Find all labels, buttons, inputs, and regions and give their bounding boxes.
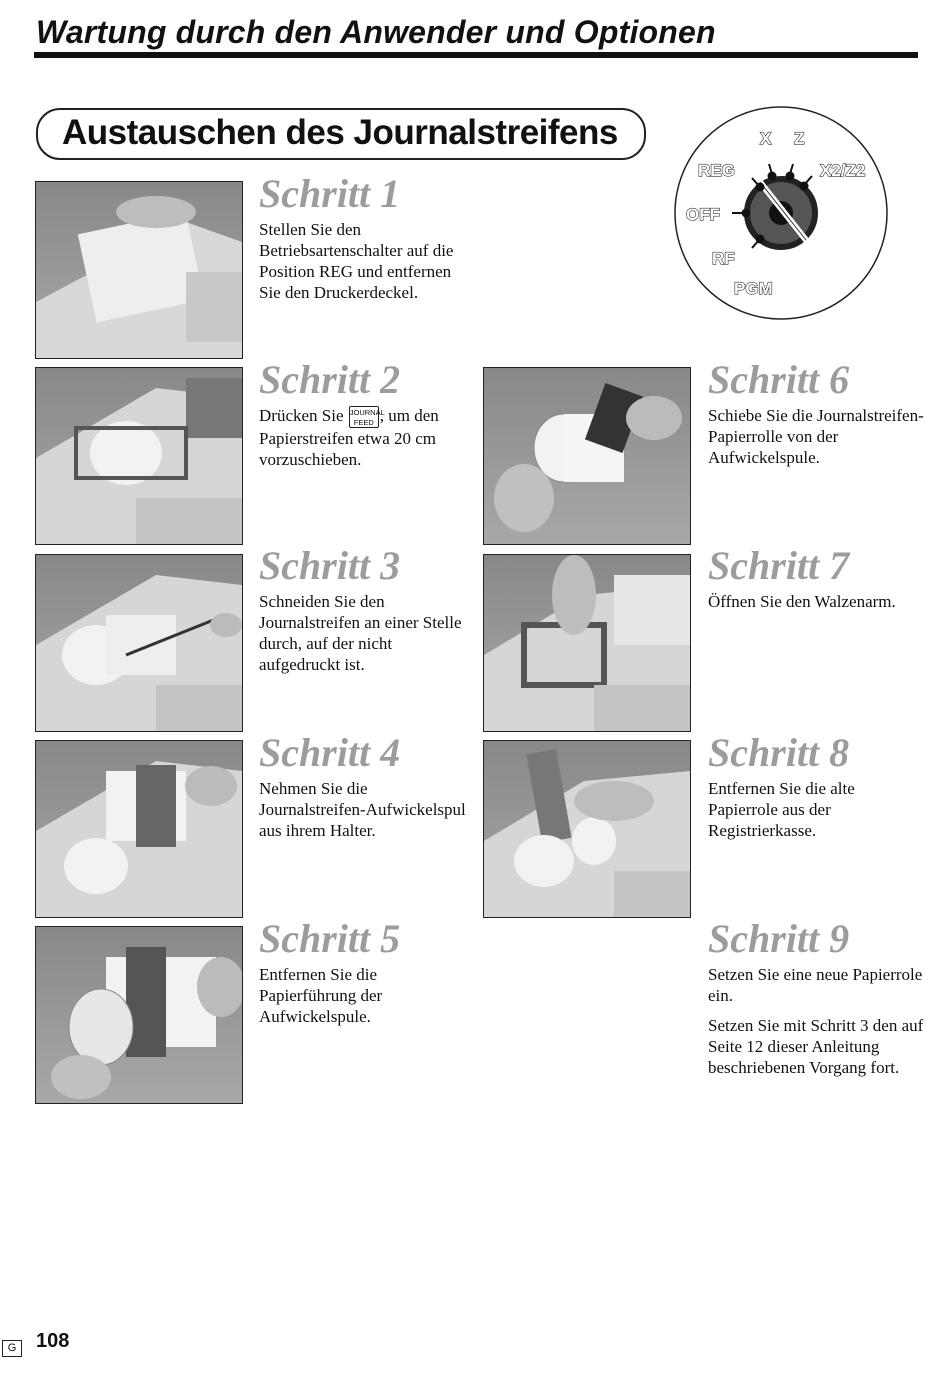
page-number: 108: [36, 1330, 70, 1352]
step-9-title: Schritt 9: [708, 916, 850, 961]
language-marker: G: [2, 1340, 22, 1357]
step-6: [708, 359, 926, 468]
journal-feed-key-line2: FEED: [353, 418, 374, 428]
dial-label-reg: REG: [698, 161, 735, 180]
step-5: [259, 918, 477, 1027]
step-2-photo: [35, 367, 243, 545]
step-3-title: Schritt 3: [259, 543, 401, 588]
step-1-title: Schritt 1: [259, 171, 401, 216]
step-1-text: Stellen Sie den Betriebsartenschalter auf die Position REG und entfernen Sie den Druckerdeckel.: [259, 220, 454, 302]
step-6-text: Schiebe Sie die Journalstreifen-Papierrolle von der Aufwickelspule.: [708, 406, 924, 467]
step-8-photo: [483, 740, 691, 918]
step-3-photo: [35, 554, 243, 732]
step-7: [708, 545, 926, 612]
step-2-title: Schritt 2: [259, 357, 401, 402]
step-8: [708, 732, 926, 841]
step-4-text: Nehmen Sie die Journalstreifen-Aufwickelspul aus ihrem Halter.: [259, 779, 466, 840]
step-6-title: Schritt 6: [708, 357, 850, 402]
step-6-photo: [483, 367, 691, 545]
journal-feed-key-line1: JOURNAL: [349, 408, 385, 418]
mode-switch-dial: [672, 104, 890, 322]
chapter-title: Wartung durch den Anwender und Optionen: [36, 14, 716, 50]
section-title: Austauschen des Journalstreifens: [62, 113, 618, 152]
section-heading-box: [36, 108, 646, 160]
dial-label-x2z2: X2/Z2: [820, 161, 866, 180]
step-5-photo: [35, 926, 243, 1104]
step-7-text: Öffnen Sie den Walzenarm.: [708, 592, 896, 611]
dial-label-off: OFF: [686, 205, 720, 224]
journal-feed-key-icon: [349, 406, 385, 428]
step-9-text-continue: Setzen Sie mit Schritt 3 den auf Seite 12 dieser Anleitung beschriebenen Vorgang fort.: [708, 1016, 924, 1077]
dial-label-x: X: [760, 129, 772, 148]
step-8-title: Schritt 8: [708, 730, 850, 775]
step-4-photo: [35, 740, 243, 918]
step-3-text: Schneiden Sie den Journalstreifen an einer Stelle durch, auf der nicht aufgedruckt ist.: [259, 592, 462, 674]
step-7-photo: [483, 554, 691, 732]
step-2-text-before: Drücken Sie: [259, 406, 348, 425]
step-8-text: Entfernen Sie die alte Papierrole aus der Registrierkasse.: [708, 779, 855, 840]
step-2-text: [259, 405, 477, 470]
chapter-rule: [34, 52, 918, 58]
step-9: [708, 918, 926, 1078]
step-5-text: Entfernen Sie die Papierführung der Aufwickelspule.: [259, 965, 383, 1026]
step-2-text-after: , um den Papierstreifen etwa 20 cm vorzuschieben.: [259, 406, 439, 470]
step-9-text: Setzen Sie eine neue Papierrole ein.: [708, 965, 923, 1005]
step-1-photo: [35, 181, 243, 359]
step-4: [259, 732, 477, 841]
step-7-title: Schritt 7: [708, 543, 850, 588]
step-3: [259, 545, 477, 675]
dial-label-z: Z: [794, 129, 805, 148]
dial-label-rf: RF: [712, 249, 735, 268]
step-4-title: Schritt 4: [259, 730, 401, 775]
step-5-title: Schritt 5: [259, 916, 401, 961]
step-2: [259, 359, 477, 470]
step-1: [259, 173, 477, 303]
dial-label-pgm: PGM: [734, 279, 773, 298]
